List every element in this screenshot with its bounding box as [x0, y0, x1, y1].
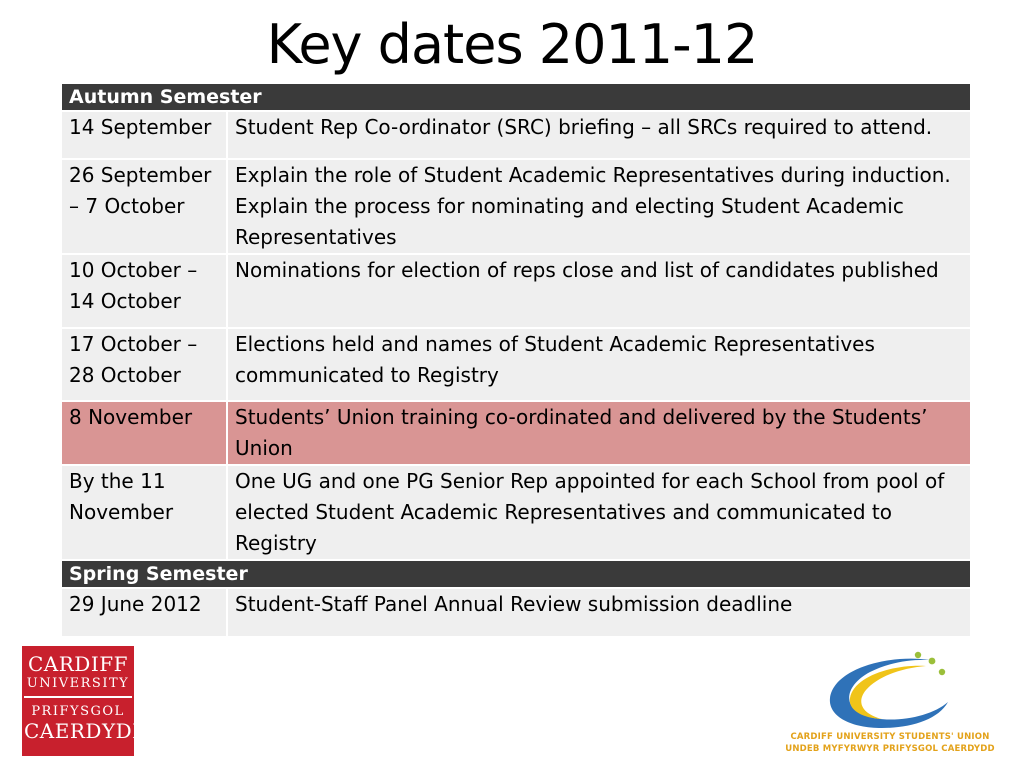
- section-heading: Spring Semester: [61, 560, 971, 588]
- table-row: [61, 328, 971, 401]
- description-cell: Students’ Union training co-ordinated and delivered by the Students’ Union: [227, 401, 971, 465]
- date-cell: 26 September – 7 October: [61, 159, 227, 254]
- date-cell: 14 September: [61, 111, 227, 159]
- description-cell: One UG and one PG Senior Rep appointed for each School from pool of elected Student Academic Representatives and communicated to Registry: [227, 465, 971, 560]
- table-row: [61, 588, 971, 637]
- description-cell: Student-Staff Panel Annual Review submission deadline: [227, 588, 971, 637]
- cardiff-university-logo: [22, 646, 149, 756]
- date-cell: 29 June 2012: [61, 588, 227, 637]
- section-header-row: [61, 83, 971, 111]
- table-row: [61, 254, 971, 328]
- logo-line-caerdydd: CAERDYDD: [24, 719, 149, 743]
- description-cell: Student Rep Co-ordinator (SRC) briefing – all SRCs required to attend.: [227, 111, 971, 159]
- date-cell: 17 October – 28 October: [61, 328, 227, 401]
- description-cell: Explain the role of Student Academic Representatives during induction. Explain the process for nominating and electing Student Academic Representatives: [227, 159, 971, 254]
- logo-line-cardiff: CARDIFF: [28, 652, 128, 676]
- table-row: [61, 159, 971, 254]
- date-cell: 10 October – 14 October: [61, 254, 227, 328]
- key-dates-table: [60, 82, 972, 638]
- students-union-name-cy: UNDEB MYFYRWYR PRIFYSGOL CAERDYDD: [785, 744, 995, 754]
- section-header-row: [61, 560, 971, 588]
- table-row: [61, 111, 971, 159]
- date-cell: By the 11 November: [61, 465, 227, 560]
- section-heading: Autumn Semester: [61, 83, 971, 111]
- logo-line-prifysgol: PRIFYSGOL: [31, 704, 125, 719]
- logo-line-university: UNIVERSITY: [26, 676, 130, 691]
- logo-divider: [24, 696, 132, 698]
- description-cell: Nominations for election of reps close and list of candidates published: [227, 254, 971, 328]
- date-cell: 8 November: [61, 401, 227, 465]
- table-row: [61, 465, 971, 560]
- slide-title: Key dates 2011-12: [266, 13, 758, 76]
- table-row: [61, 401, 971, 465]
- students-union-name-en: CARDIFF UNIVERSITY STUDENTS' UNION: [790, 732, 990, 742]
- description-cell: Elections held and names of Student Academic Representatives communicated to Registry: [227, 328, 971, 401]
